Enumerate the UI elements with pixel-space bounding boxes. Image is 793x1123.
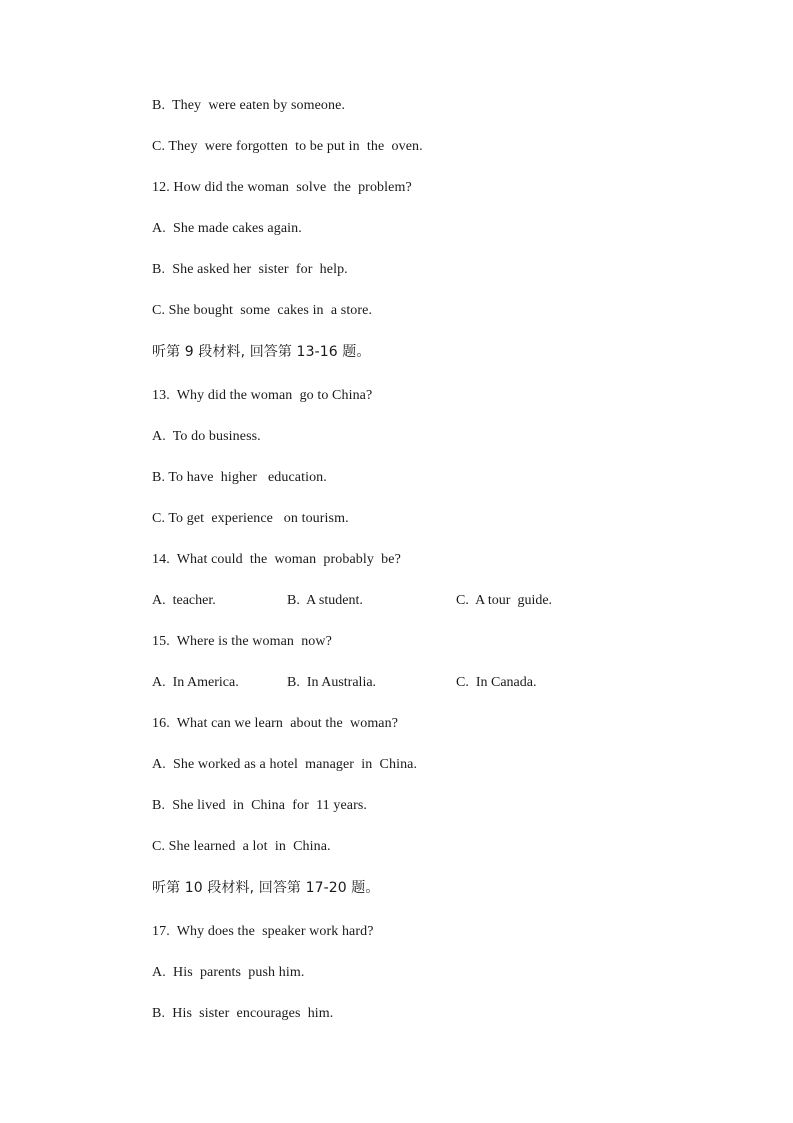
question-15-option-c: C. In Canada. bbox=[456, 675, 537, 690]
question-14: 14. What could the woman probably be? bbox=[152, 552, 401, 567]
question-17-option-b: B. His sister encourages him. bbox=[152, 1006, 334, 1021]
question-12-option-a: A. She made cakes again. bbox=[152, 221, 302, 236]
question-11-option-c: C. They were forgotten to be put in the oven. bbox=[152, 139, 423, 154]
question-12-option-b: B. She asked her sister for help. bbox=[152, 262, 348, 277]
question-14-option-b: B. A student. bbox=[287, 593, 363, 608]
question-16: 16. What can we learn about the woman? bbox=[152, 716, 399, 731]
section-heading-10: 听第 10 段材料, 回答第 17-20 题。 bbox=[152, 880, 380, 896]
question-12: 12. How did the woman solve the problem? bbox=[152, 180, 412, 195]
question-14-option-a: A. teacher. bbox=[152, 593, 216, 608]
section-heading-9: 听第 9 段材料, 回答第 13-16 题。 bbox=[152, 344, 371, 360]
question-13-option-a: A. To do business. bbox=[152, 429, 261, 444]
question-17: 17. Why does the speaker work hard? bbox=[152, 924, 374, 939]
question-15-option-a: A. In America. bbox=[152, 675, 239, 690]
question-17-option-a: A. His parents push him. bbox=[152, 965, 305, 980]
question-16-option-b: B. She lived in China for 11 years. bbox=[152, 798, 368, 813]
question-12-option-c: C. She bought some cakes in a store. bbox=[152, 303, 373, 318]
question-16-option-c: C. She learned a lot in China. bbox=[152, 839, 331, 854]
question-14-option-c: C. A tour guide. bbox=[456, 593, 553, 608]
question-13-option-b: B. To have higher education. bbox=[152, 470, 327, 485]
question-13: 13. Why did the woman go to China? bbox=[152, 388, 373, 403]
question-13-option-c: C. To get experience on tourism. bbox=[152, 511, 349, 526]
question-15: 15. Where is the woman now? bbox=[152, 634, 332, 649]
question-15-option-b: B. In Australia. bbox=[287, 675, 377, 690]
question-11-option-b: B. They were eaten by someone. bbox=[152, 98, 346, 113]
question-16-option-a: A. She worked as a hotel manager in China. bbox=[152, 757, 418, 772]
